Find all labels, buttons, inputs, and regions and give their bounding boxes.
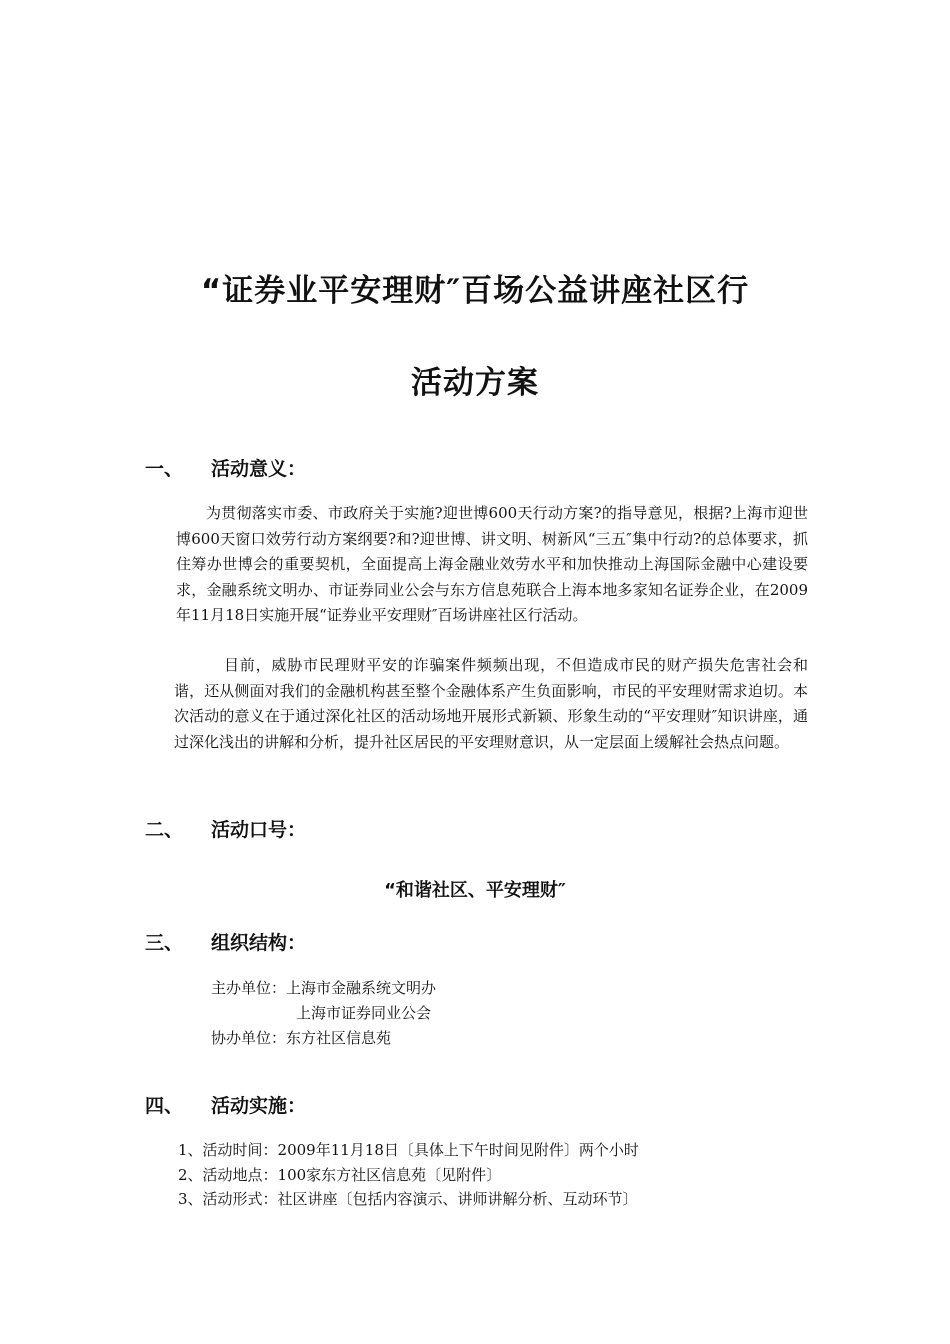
organizer-line: 主办单位：上海市金融系统文明办: [211, 979, 437, 997]
section-title: 活动意义：: [211, 458, 307, 480]
section-heading-organization: [145, 928, 306, 955]
implementation-item-time: 1、活动时间：2009年11月18日〔具体上下午时间见附件〕两个小时: [178, 1141, 639, 1159]
section-number: 二、: [145, 819, 184, 841]
organizer-line-continued: 上海市证券同业公会: [296, 1004, 432, 1022]
activity-slogan: “和谐社区、平安理财″: [384, 880, 566, 901]
section-title: 组织结构：: [211, 932, 307, 954]
section-title: 活动实施：: [211, 1095, 307, 1117]
section-number: 三、: [145, 932, 184, 954]
section-heading-significance: [145, 454, 306, 481]
section-heading-implementation: [145, 1091, 306, 1118]
implementation-item-location: 2、活动地点：100家东方社区信息苑〔见附件〕: [178, 1166, 502, 1184]
document-title-line1: “证券业平安理财″百场公益讲座社区行: [200, 273, 750, 309]
section-number: 一、: [145, 458, 184, 480]
section-number: 四、: [145, 1095, 184, 1117]
document-title-line2: 活动方案: [411, 365, 539, 401]
significance-paragraph-1: 为贯彻落实市委、市政府关于实施?迎世博600天行动方案?的指导意见，根据?上海市迎世博600天窗口效劳行动方案纲要?和?迎世博、讲文明、树新风“三五″集中行动?的总体要求，抓住筹办世博会的重要契机，全面提高上海金融业效劳水平和加快推动上海国际金融中心建设要求，金融系统文明办、市证券同业公会与东方信息苑联合上海本地多家知名证券企业，在2009年11月18日实施开展“证券业平安理财″百场讲座社区行活动。: [176, 504, 808, 625]
significance-paragraph-2: 目前，威胁市民理财平安的诈骗案件频频出现，不但造成市民的财产损失危害社会和谐，还从侧面对我们的金融机构甚至整个金融体系产生负面影响，市民的平安理财需求迫切。本次活动的意义在于通过深化社区的活动场地开展形式新颖、形象生动的“平安理财″知识讲座，通过深化浅出的讲解和分析，提升社区居民的平安理财意识，从一定层面上缓解社会热点问题。: [174, 656, 808, 751]
section-title: 活动口号：: [211, 819, 307, 841]
co-organizer-line: 协办单位：东方社区信息苑: [211, 1029, 392, 1047]
section-heading-slogan: [145, 815, 306, 842]
implementation-item-format: 3、活动形式：社区讲座〔包括内容演示、讲师讲解分析、互动环节〕: [178, 1190, 638, 1208]
